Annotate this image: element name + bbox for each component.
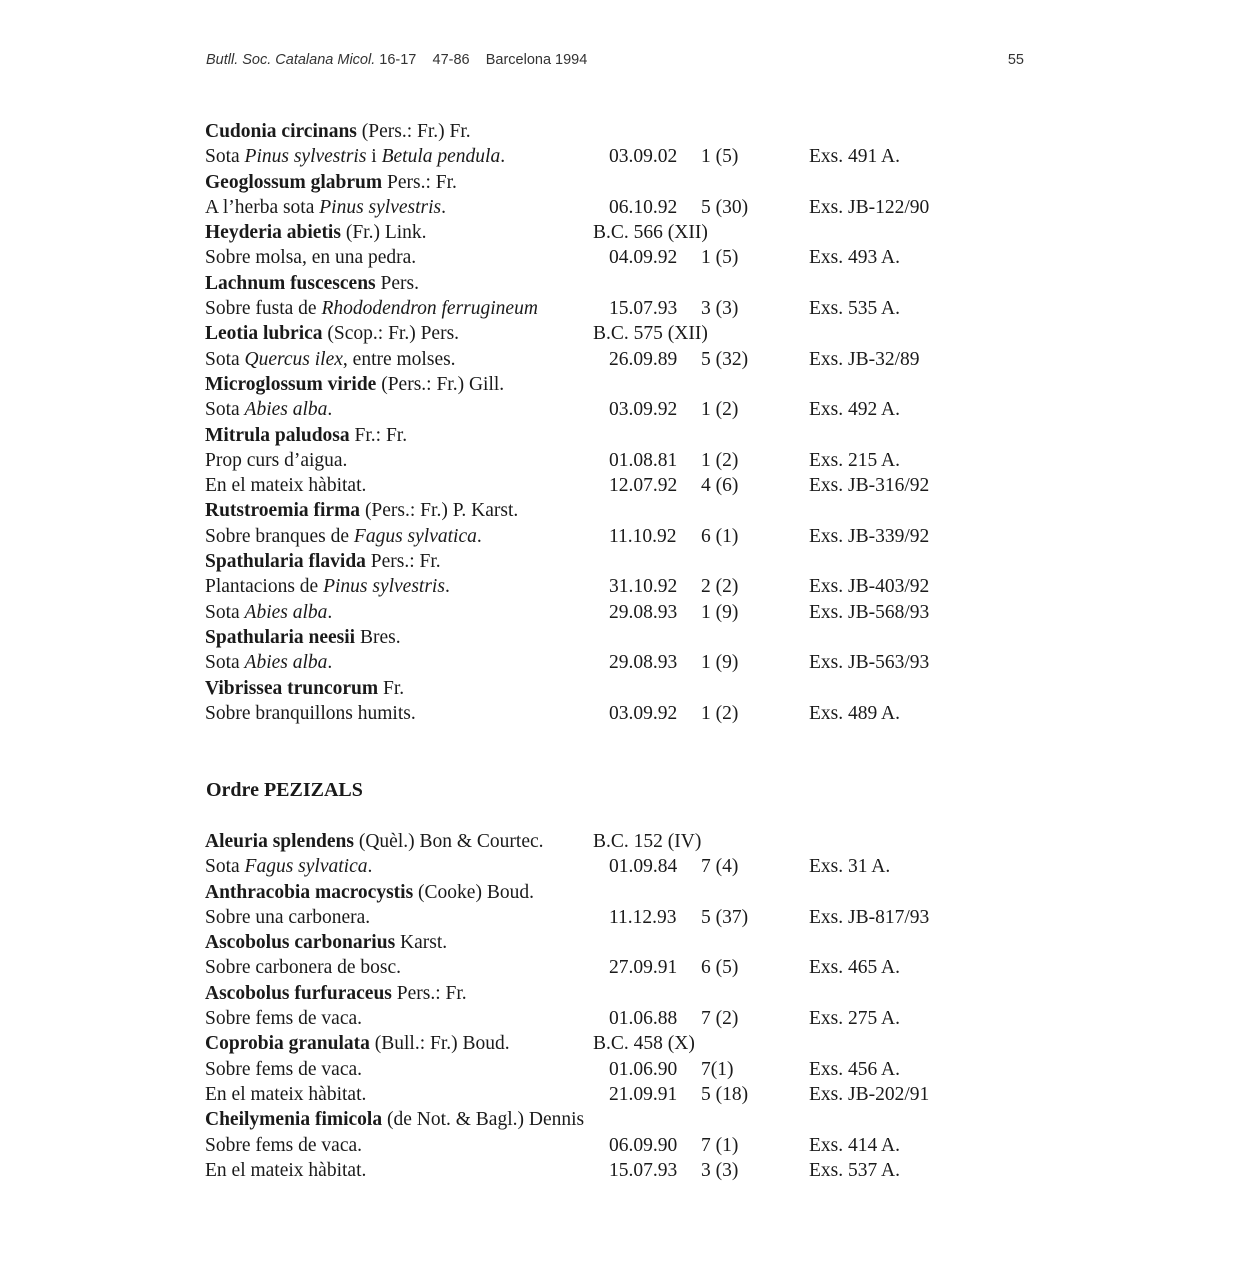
herbarium-reference: Exs. 493 A. — [809, 247, 901, 269]
collection-date: 01.08.81 — [609, 449, 678, 471]
specimen-count: 5 (18) — [701, 1083, 749, 1105]
habitat-text — [205, 1082, 366, 1107]
collection-date: 15.07.93 — [609, 1159, 678, 1181]
species-entry — [205, 1031, 510, 1056]
herbarium-reference: Exs. 492 A. — [809, 399, 901, 421]
herbarium-reference: Exs. 489 A. — [809, 702, 901, 724]
bc-reference: B.C. 458 (X) — [593, 1033, 695, 1055]
species-authority: (Fr.) Link. — [340, 222, 427, 244]
habitat-prefix: Sota — [205, 146, 245, 168]
habitat-prefix: Prop curs d’aigua. — [205, 449, 348, 471]
habitat-text — [205, 600, 332, 625]
journal-title: Butll. Soc. Catalana Micol. — [206, 52, 376, 68]
habitat-text — [205, 144, 505, 169]
species-name: Lachnum fuscescens — [205, 272, 376, 294]
herbarium-reference: Exs. JB-563/93 — [809, 652, 930, 674]
herbarium-reference: Exs. 215 A. — [809, 449, 901, 471]
collection-date: 29.08.93 — [609, 601, 678, 623]
species-name: Mitrula paludosa — [205, 424, 350, 446]
habitat-text — [205, 1057, 362, 1082]
habitat-prefix: A l’herba sota — [205, 196, 320, 218]
record-line — [205, 600, 965, 625]
collection-date: 27.09.91 — [609, 957, 678, 979]
species-authority: (Pers.: Fr.) Fr. — [356, 121, 471, 142]
species-line — [205, 170, 965, 195]
herbarium-reference: Exs. 537 A. — [809, 1159, 901, 1181]
herbarium-reference: Exs. 275 A. — [809, 1008, 901, 1030]
species-line — [205, 220, 965, 245]
host-name: Abies alba — [244, 399, 328, 421]
species-authority: Pers. — [375, 272, 419, 294]
species-line — [205, 625, 965, 650]
species-line — [205, 676, 965, 701]
habitat-text — [205, 854, 372, 879]
species-entry — [205, 829, 544, 854]
section-title: Ordre PEZIZALS — [206, 779, 363, 801]
collection-date: 29.08.93 — [609, 652, 678, 674]
specimen-count: 5 (32) — [701, 348, 749, 370]
herbarium-reference: Exs. JB-122/90 — [809, 196, 930, 218]
collection-date: 03.09.02 — [609, 146, 678, 168]
species-line — [205, 981, 965, 1006]
habitat-text — [205, 905, 370, 930]
species-line — [205, 1031, 965, 1056]
species-authority: Pers.: Fr. — [365, 551, 441, 573]
species-entry — [205, 930, 447, 955]
collection-date: 03.09.92 — [609, 702, 678, 724]
habitat-suffix: . — [476, 525, 482, 547]
habitat-prefix: Plantacions de — [205, 576, 324, 598]
species-line — [205, 321, 965, 346]
habitat-prefix: En el mateix hàbitat. — [205, 1159, 367, 1181]
record-line — [205, 448, 965, 473]
habitat-prefix: Sobre branquillons humits. — [205, 702, 416, 724]
species-entry — [205, 625, 401, 650]
herbarium-reference: Exs. JB-32/89 — [809, 348, 920, 370]
habitat-prefix: Sobre branques de — [205, 525, 354, 547]
habitat-text — [205, 245, 416, 270]
habitat-prefix: En el mateix hàbitat. — [205, 1083, 367, 1105]
record-line — [205, 854, 965, 879]
record-line — [205, 296, 965, 321]
collection-date: 12.07.92 — [609, 475, 678, 497]
species-name: Leotia lubrica — [205, 323, 323, 345]
species-name: Rutstroemia firma — [205, 500, 361, 522]
habitat-prefix: Sobre carbonera de bosc. — [205, 957, 401, 979]
record-line — [205, 1057, 965, 1082]
species-entry — [205, 170, 457, 195]
record-line — [205, 397, 965, 422]
record-line — [205, 650, 965, 675]
species-entry — [205, 981, 467, 1006]
habitat-prefix: Sota — [205, 348, 245, 370]
species-name: Aleuria splendens — [205, 831, 354, 852]
volume: 16-17 — [379, 52, 417, 68]
species-authority: Fr. — [378, 677, 405, 699]
host-name: Pinus sylvestris — [319, 196, 442, 218]
species-authority: (Pers.: Fr.) Gill. — [376, 373, 505, 395]
herbarium-reference: Exs. JB-403/92 — [809, 576, 930, 598]
habitat-text — [205, 524, 482, 549]
species-entry — [205, 271, 419, 296]
record-line — [205, 701, 965, 726]
species-list-pezizales — [205, 829, 965, 1183]
species-name: Cudonia circinans — [205, 121, 357, 142]
herbarium-reference: Exs. 491 A. — [809, 146, 901, 168]
herbarium-reference: Exs. JB-316/92 — [809, 475, 930, 497]
species-line — [205, 549, 965, 574]
habitat-prefix: Sobre fusta de — [205, 298, 322, 320]
species-authority: Karst. — [395, 932, 448, 954]
habitat-suffix: . — [500, 146, 506, 168]
habitat-text — [205, 448, 347, 473]
species-name: Microglossum viride — [205, 373, 377, 395]
herbarium-reference: Exs. JB-202/91 — [809, 1083, 930, 1105]
record-line — [205, 245, 965, 270]
species-line — [205, 930, 965, 955]
habitat-text — [205, 296, 538, 321]
specimen-count: 1 (2) — [701, 449, 739, 471]
record-line — [205, 1006, 965, 1031]
species-authority: (de Not. & Bagl.) Dennis — [382, 1109, 585, 1131]
collection-date: 04.09.92 — [609, 247, 678, 269]
habitat-suffix: . — [444, 576, 450, 598]
place-year: Barcelona 1994 — [485, 52, 588, 68]
species-entry — [205, 676, 404, 701]
habitat-prefix: Sobre fems de vaca. — [205, 1134, 363, 1156]
species-name: Spathularia flavida — [205, 551, 366, 573]
species-name: Coprobia granulata — [205, 1033, 370, 1055]
species-authority: (Quèl.) Bon & Courtec. — [353, 831, 544, 852]
specimen-count: 7 (4) — [701, 856, 739, 878]
herbarium-reference: Exs. 465 A. — [809, 957, 901, 979]
herbarium-reference: Exs. JB-339/92 — [809, 525, 930, 547]
collection-date: 11.10.92 — [609, 525, 677, 547]
species-authority: Bres. — [355, 626, 401, 648]
herbarium-reference: Exs. JB-817/93 — [809, 906, 930, 928]
species-entry — [205, 423, 407, 448]
host-name: Pinus sylvestris — [244, 146, 367, 168]
species-name: Vibrissea truncorum — [205, 677, 379, 699]
specimen-count: 1 (9) — [701, 601, 739, 623]
host-name: Betula pendula — [381, 146, 501, 168]
specimen-count: 3 (3) — [701, 1159, 739, 1181]
bc-reference: B.C. 152 (IV) — [593, 831, 702, 852]
host-name: Quercus ilex — [244, 348, 343, 370]
species-authority: Pers.: Fr. — [391, 982, 467, 1004]
habitat-text — [205, 650, 332, 675]
specimen-count: 1 (2) — [701, 399, 739, 421]
page-number: 55 — [1007, 52, 1024, 68]
herbarium-reference: Exs. JB-568/93 — [809, 601, 930, 623]
herbarium-reference: Exs. 414 A. — [809, 1134, 901, 1156]
collection-date: 26.09.89 — [609, 348, 678, 370]
specimen-count: 7 (1) — [701, 1134, 739, 1156]
bc-reference: B.C. 566 (XII) — [593, 222, 708, 244]
species-entry — [205, 549, 441, 574]
record-line — [205, 1133, 965, 1158]
record-line — [205, 347, 965, 372]
habitat-prefix: Sota — [205, 601, 245, 623]
page-range: 47-86 — [432, 52, 470, 68]
collection-date: 03.09.92 — [609, 399, 678, 421]
running-header — [206, 52, 1024, 74]
species-authority: Pers.: Fr. — [382, 171, 457, 193]
record-line — [205, 473, 965, 498]
species-name: Heyderia abietis — [205, 222, 341, 244]
habitat-prefix: Sota — [205, 652, 245, 674]
habitat-prefix: En el mateix hàbitat. — [205, 475, 367, 497]
habitat-text — [205, 955, 401, 980]
collection-date: 31.10.92 — [609, 576, 678, 598]
collection-date: 06.09.90 — [609, 1134, 678, 1156]
habitat-text — [205, 1158, 366, 1183]
species-entry — [205, 321, 459, 346]
specimen-count: 7(1) — [701, 1058, 734, 1080]
record-line — [205, 1082, 965, 1107]
habitat-suffix: . — [327, 399, 333, 421]
habitat-prefix: Sota — [205, 399, 245, 421]
specimen-count: 2 (2) — [701, 576, 739, 598]
species-name: Geoglossum glabrum — [205, 171, 383, 193]
species-line — [205, 372, 965, 397]
habitat-text — [205, 701, 416, 726]
species-entry — [205, 1107, 584, 1132]
species-line — [205, 498, 965, 523]
specimen-count: 6 (1) — [701, 525, 739, 547]
habitat-suffix: . — [327, 652, 333, 674]
species-authority: (Bull.: Fr.) Boud. — [369, 1033, 510, 1055]
species-name: Anthracobia macrocystis — [205, 881, 414, 903]
specimen-count: 3 (3) — [701, 298, 739, 320]
habitat-joiner: i — [366, 146, 382, 168]
species-list-helotiales — [205, 119, 965, 726]
habitat-text — [205, 1133, 362, 1158]
host-name: Fagus sylvatica — [244, 856, 368, 878]
record-line — [205, 905, 965, 930]
specimen-count: 5 (37) — [701, 906, 749, 928]
specimen-count: 5 (30) — [701, 196, 749, 218]
species-line — [205, 119, 965, 144]
host-name: Abies alba — [244, 601, 328, 623]
collection-date: 01.06.88 — [609, 1008, 678, 1030]
habitat-suffix: , entre molses. — [342, 348, 456, 370]
specimen-count: 1 (2) — [701, 702, 739, 724]
host-name: Fagus sylvatica — [353, 525, 477, 547]
species-entry — [205, 372, 504, 397]
habitat-suffix: . — [441, 196, 447, 218]
herbarium-reference: Exs. 535 A. — [809, 298, 901, 320]
specimen-count: 7 (2) — [701, 1008, 739, 1030]
habitat-text — [205, 195, 446, 220]
specimen-count: 1 (9) — [701, 652, 739, 674]
species-name: Cheilymenia fimicola — [205, 1109, 383, 1131]
habitat-text — [205, 397, 332, 422]
habitat-text — [205, 347, 456, 372]
habitat-prefix: Sobre fems de vaca. — [205, 1058, 363, 1080]
collection-date: 01.09.84 — [609, 856, 678, 878]
habitat-text — [205, 574, 450, 599]
species-entry — [205, 220, 427, 245]
collection-date: 11.12.93 — [609, 906, 677, 928]
specimen-count: 1 (5) — [701, 146, 739, 168]
habitat-prefix: Sobre una carbonera. — [205, 906, 371, 928]
habitat-text — [205, 473, 366, 498]
record-line — [205, 955, 965, 980]
habitat-prefix: Sota — [205, 856, 245, 878]
collection-date: 15.07.93 — [609, 298, 678, 320]
host-name: Abies alba — [244, 652, 328, 674]
record-line — [205, 144, 965, 169]
collection-date: 21.09.91 — [609, 1083, 678, 1105]
herbarium-reference: Exs. 31 A. — [809, 856, 891, 878]
herbarium-reference: Exs. 456 A. — [809, 1058, 901, 1080]
species-line — [205, 271, 965, 296]
collection-date: 01.06.90 — [609, 1058, 678, 1080]
host-name: Pinus sylvestris — [323, 576, 445, 598]
species-authority: Fr.: Fr. — [349, 424, 408, 446]
record-line — [205, 1158, 965, 1183]
species-authority: (Pers.: Fr.) P. Karst. — [360, 500, 519, 522]
species-authority: (Cooke) Boud. — [413, 881, 534, 903]
habitat-prefix: Sobre fems de vaca. — [205, 1008, 363, 1030]
species-entry — [205, 498, 518, 523]
habitat-text — [205, 1006, 362, 1031]
specimen-count: 1 (5) — [701, 247, 739, 269]
specimen-count: 4 (6) — [701, 475, 739, 497]
species-entry — [205, 880, 534, 905]
bc-reference: B.C. 575 (XII) — [593, 323, 708, 345]
species-name: Ascobolus furfuraceus — [205, 982, 392, 1004]
species-name: Spathularia neesii — [205, 626, 356, 648]
species-authority: (Scop.: Fr.) Pers. — [322, 323, 460, 345]
habitat-prefix: Sobre molsa, en una pedra. — [205, 247, 417, 269]
collection-date: 06.10.92 — [609, 196, 678, 218]
record-line — [205, 574, 965, 599]
species-line — [205, 1107, 965, 1132]
species-line — [205, 829, 965, 854]
habitat-suffix: . — [327, 601, 333, 623]
record-line — [205, 195, 965, 220]
record-line — [205, 524, 965, 549]
species-entry — [205, 119, 471, 144]
host-name: Rhododendron ferrugineum — [321, 298, 538, 320]
species-name: Ascobolus carbonarius — [205, 932, 396, 954]
specimen-count: 6 (5) — [701, 957, 739, 979]
species-line — [205, 423, 965, 448]
habitat-suffix: . — [367, 856, 373, 878]
species-line — [205, 880, 965, 905]
